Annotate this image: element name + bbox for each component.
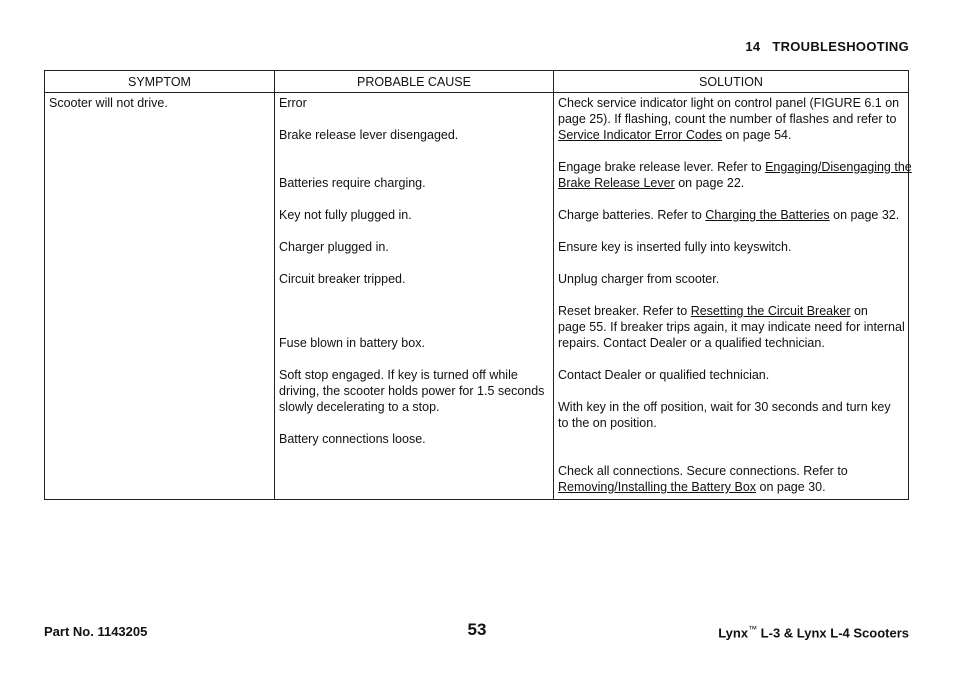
solution-text: Contact Dealer or qualified technician. — [558, 368, 770, 382]
cause-item: Batteries require charging. — [279, 176, 426, 190]
cause-item: Error — [279, 96, 307, 110]
cause-item: Key not fully plugged in. — [279, 208, 412, 222]
solution-text: page 25). If flashing, count the number of flashes and refer to — [558, 112, 897, 126]
cause-item: slowly decelerating to a stop. — [279, 400, 440, 414]
column-header-probable-cause: PROBABLE CAUSE — [275, 71, 554, 93]
solution-text: Check all connections. Secure connections. Refer to — [558, 464, 848, 478]
section-number: 14 — [745, 39, 761, 54]
trademark-symbol: ™ — [748, 624, 758, 634]
solution-text: Ensure key is inserted fully into keyswitch. — [558, 240, 792, 254]
troubleshooting-table — [44, 70, 912, 500]
link-brake-release-lever[interactable]: Brake Release Lever — [558, 176, 675, 190]
solution-text: to the on position. — [558, 416, 657, 430]
solution-cell — [554, 93, 912, 500]
link-resetting-the-circuit-breaker[interactable]: Resetting the Circuit Breaker — [690, 304, 851, 318]
footer-product-name: Lynx™ L-3 & Lynx L-4 Scooters — [718, 624, 909, 641]
solution-text: Unplug charger from scooter. — [558, 272, 720, 286]
cause-item: Fuse blown in battery box. — [279, 336, 425, 350]
symptom-text: Scooter will not drive. — [49, 96, 168, 110]
solution-text: Check service indicator light on control panel (FIGURE 6.1 on — [558, 96, 900, 110]
symptom-cell — [45, 93, 275, 500]
footer-part-number: Part No. 1143205 — [44, 624, 148, 639]
cause-item: Circuit breaker tripped. — [279, 272, 406, 286]
cause-item: Brake release lever disengaged. — [279, 128, 459, 142]
link-removing-installing-battery-box[interactable]: Removing/Installing the Battery Box — [558, 480, 757, 494]
solution-text: page 55. If breaker trips again, it may indicate need for internal — [558, 320, 905, 334]
section-header — [745, 39, 909, 54]
cause-item: Charger plugged in. — [279, 240, 389, 254]
solution-text: Service Indicator Error Codes on page 54. — [558, 128, 792, 142]
link-engaging-disengaging-brake[interactable]: Engaging/Disengaging the — [765, 160, 912, 174]
solution-text: Removing/Installing the Battery Box on page 30. — [558, 480, 826, 494]
solution-text: Engage brake release lever. Refer to Engaging/Disengaging the — [558, 160, 912, 174]
solution-text: repairs. Contact Dealer or a qualified technician. — [558, 336, 825, 350]
solution-text: Reset breaker. Refer to Resetting the Circuit Breaker on — [558, 304, 868, 318]
solution-text: With key in the off position, wait for 30 seconds and turn key — [558, 400, 891, 414]
column-header-symptom: SYMPTOM — [45, 71, 275, 93]
footer-page-number: 53 — [467, 620, 487, 639]
section-title: TROUBLESHOOTING — [772, 39, 909, 54]
table-header-row — [45, 71, 909, 93]
link-service-indicator-error-codes[interactable]: Service Indicator Error Codes — [558, 128, 722, 142]
solution-text: Brake Release Lever on page 22. — [558, 176, 745, 190]
link-charging-the-batteries[interactable]: Charging the Batteries — [705, 208, 830, 222]
table-row — [45, 93, 909, 500]
column-header-solution: SOLUTION — [554, 71, 909, 93]
solution-text: Charge batteries. Refer to Charging the Batteries on page 32. — [558, 208, 900, 222]
cause-item: driving, the scooter holds power for 1.5 seconds — [279, 384, 545, 398]
cause-item: Soft stop engaged. If key is turned off while — [279, 368, 518, 382]
cause-item: Battery connections loose. — [279, 432, 426, 446]
cause-cell — [275, 93, 554, 500]
